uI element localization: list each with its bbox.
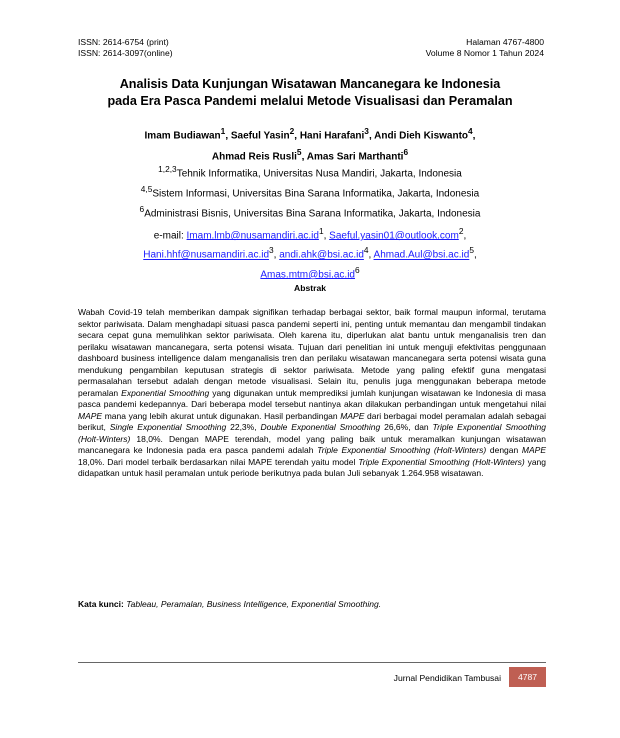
author-name: Andi Dieh Kiswanto — [374, 130, 469, 142]
email-link[interactable]: Amas.mtm@bsi.ac.id — [260, 268, 355, 280]
author-name: Hani Harafani — [299, 130, 365, 142]
author-name: Amas Sari Marthanti — [306, 151, 404, 163]
email-link[interactable]: andi.ahk@bsi.ac.id — [279, 249, 364, 261]
issn-print: ISSN: 2614-6754 (print) — [78, 37, 169, 47]
title-line-1: Analisis Data Kunjungan Wisatawan Mancanegara ke Indonesia — [119, 77, 501, 91]
affiliation: $^{1,2,3}$Tehnik Informatika, Universitas Nusa Mandiri, Jakarta, Indonesia — [158, 164, 462, 180]
author-name: Ahmad Reis Rusli — [211, 151, 297, 163]
volume-info: Volume 8 Nomor 1 Tahun 2024 — [425, 48, 544, 58]
email-block — [60, 224, 560, 282]
author-sup: 2 — [289, 126, 295, 136]
author-sup: 5 — [296, 147, 302, 158]
author-sup: 3 — [364, 126, 369, 136]
abstract-body: Wabah Covid-19 telah memberikan dampak signifikan terhadap berbagai sektor, baik formal maupun informal, terutama sektor pariwisata. Dalam menghadapi situasi pasca pandemi seperti ini, penting untuk memantau dan mengambil tindakan secara cepat guna memulihkan sektor pariwisata. Oleh karena itu, diperlukan alat bantu untuk menganalisis tren dan perilaku wisatawan mancanegara, serta potensi wisata. Tujuan dari penelitian ini untuk menguji efektivitas penggunaan dashboard business intelligence dalam menganalisis tren dan perilaku wisatawan mancanegara serta potensi wisata guna mendukung pengambilan keputusan strategis di sektor pariwisata. Metode yang paling efektif guna mengatasi permasalahan tersebut adalah dengan metode visualisasi. Selain itu, penulis juga menggunakan beberapa metode peramalan Exponential Smoothing yang digunakan untuk memprediksi jumlah kunjungan wisatawan ke Indonesia di masa pasca pandemi kedepannya. Dari beberapa model tersebut nantinya akan dilakukan perbandingan untuk mengetahui nilai MAPE mana yang lebih akurat untuk digunakan. Hasil perbandingan MAPE dari berbagai model peramalan adalah sebagai berikut, Single Exponential Smoothing 22,3%, Double Exponential Smoothing 26,6%, dan Triple Exponential Smoothing (Holt-Winters) 18,0%. Dengan MAPE terendah, model yang paling baik untuk meramalkan kunjungan wisatawan mancanegara ke Indonesia pada era pasca pandemi adalah Triple Exponential Smoothing (Holt-Winters) dengan MAPE 18,0%. Dari model terbaik berdasarkan nilai MAPE terendah yaitu model Triple Exponential Smoothing (Holt-Winters) yang didapatkan untuk hasil peramalan untuk periode berikutnya pada bulan Juli sebanyak 1.264.958 wisatawan. — [78, 307, 547, 478]
title-line-2: pada Era Pasca Pandemi melalui Metode Visualisasi dan Peramalan — [107, 94, 513, 108]
author-name: Imam Budiawan — [144, 130, 221, 142]
footer-divider — [78, 662, 546, 663]
keywords — [78, 599, 546, 610]
author-name: Saeful Yasin — [230, 130, 290, 142]
abstract-heading: Abstrak — [294, 283, 326, 293]
keywords-label: Kata kunci: — [78, 599, 124, 609]
paper-title — [60, 76, 560, 110]
author-sup: 1 — [220, 126, 226, 136]
author-line-1: Imam Budiawan$^1$, Saeful Yasin$^2$, Hani Harafani$^3$, Andi Dieh Kiswanto$^4$, — [144, 126, 476, 142]
email-link[interactable]: Saeful.yasin01@outlook.com — [329, 230, 459, 242]
header-right — [426, 37, 544, 59]
issn-online: ISSN: 2614-3097(online) — [78, 48, 173, 58]
email-line-1: e-mail: $Imam.lmb@nusamandiri.ac.id^1$, Saeful.yasin01@outlook.com$^2$, — [153, 226, 467, 242]
keywords-text: Tableau, Peramalan, Business Intelligence, Exponential Smoothing. — [126, 599, 382, 609]
author-line-2: Ahmad Reis Rusli$^5$, Amas Sari Marthanti$^6$ — [211, 147, 409, 163]
page-range: Halaman 4767-4800 — [466, 37, 544, 47]
affiliations — [60, 162, 560, 221]
page-number: 4787 — [509, 667, 546, 687]
email-link[interactable]: Ahmad.Aul@bsi.ac.id — [373, 249, 470, 261]
email-label: e-mail: — [153, 230, 184, 242]
email-link[interactable]: Hani.hhf@nusamandiri.ac.id — [143, 249, 270, 261]
author-list — [60, 123, 560, 166]
header-left — [78, 37, 173, 59]
affiliation: $^6$Administrasi Bisnis, Universitas Bina Sarana Informatika, Jakarta, Indonesia — [139, 203, 481, 219]
journal-name: Jurnal Pendidikan Tambusai — [393, 673, 501, 683]
email-line-2: $Hani.hhf@nusamandiri.ac.id^3$, $andi.ahk@bsi.ac.id^4$, $Ahmad.Aul@bsi.ac.id^5$, — [143, 245, 477, 261]
author-sup: 6 — [403, 147, 409, 158]
email-line-3: $Amas.mtm@bsi.ac.id^6$ — [260, 264, 360, 280]
email-link[interactable]: Imam.lmb@nusamandiri.ac.id — [186, 230, 319, 242]
author-sup: 4 — [468, 126, 473, 136]
affiliation: $^{4,5}$Sistem Informasi, Universitas Bina Sarana Informatika, Jakarta, Indonesia — [140, 183, 480, 200]
